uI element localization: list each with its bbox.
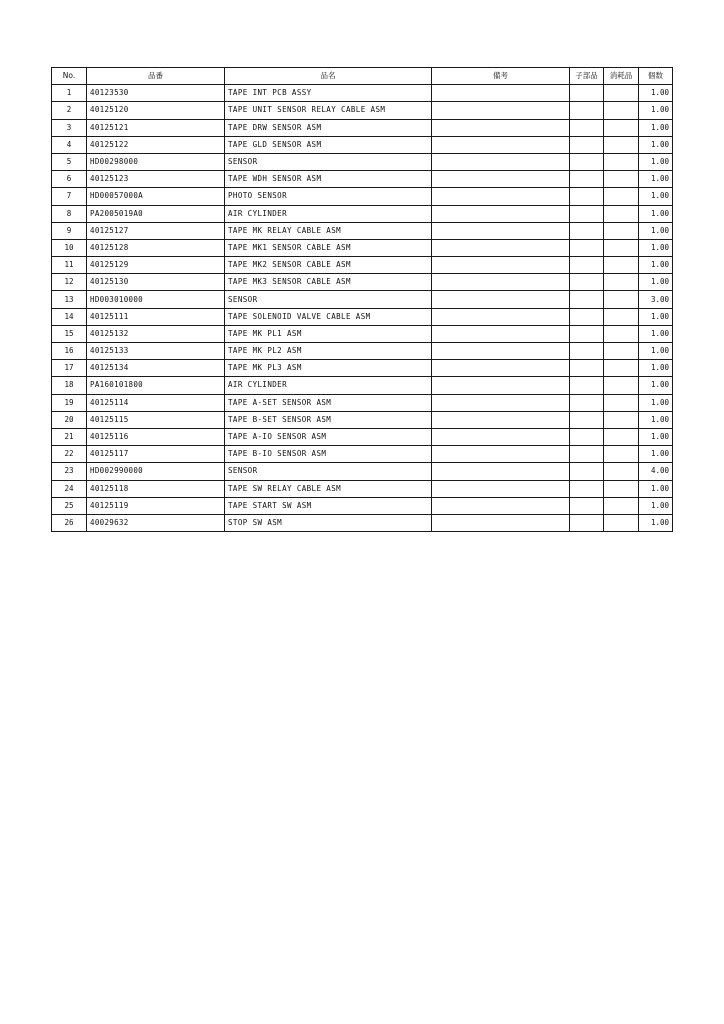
row-name: SENSOR bbox=[225, 291, 432, 308]
row-name: PHOTO SENSOR bbox=[225, 188, 432, 205]
table-row bbox=[52, 188, 673, 205]
row-part-no: 40125130 bbox=[87, 274, 225, 291]
table-row bbox=[52, 102, 673, 119]
row-qty: 1.00 bbox=[639, 222, 673, 239]
row-consumable bbox=[604, 343, 639, 360]
row-remarks bbox=[432, 171, 570, 188]
row-qty: 1.00 bbox=[639, 102, 673, 119]
row-consumable bbox=[604, 188, 639, 205]
row-name: SENSOR bbox=[225, 463, 432, 480]
row-qty: 1.00 bbox=[639, 239, 673, 256]
row-qty: 1.00 bbox=[639, 360, 673, 377]
row-name: TAPE START SW ASM bbox=[225, 497, 432, 514]
row-consumable bbox=[604, 377, 639, 394]
row-part-no: HD00298000 bbox=[87, 153, 225, 170]
row-sub-part bbox=[570, 428, 604, 445]
row-name: TAPE B-SET SENSOR ASM bbox=[225, 411, 432, 428]
row-no: 8 bbox=[52, 205, 87, 222]
row-part-no: 40029632 bbox=[87, 514, 225, 531]
row-name: TAPE MK PL2 ASM bbox=[225, 343, 432, 360]
row-remarks bbox=[432, 222, 570, 239]
row-sub-part bbox=[570, 497, 604, 514]
row-sub-part bbox=[570, 274, 604, 291]
row-name: TAPE B-IO SENSOR ASM bbox=[225, 446, 432, 463]
row-no: 25 bbox=[52, 497, 87, 514]
row-remarks bbox=[432, 343, 570, 360]
row-remarks bbox=[432, 514, 570, 531]
row-sub-part bbox=[570, 136, 604, 153]
row-sub-part bbox=[570, 446, 604, 463]
table-row bbox=[52, 514, 673, 531]
row-consumable bbox=[604, 497, 639, 514]
row-remarks bbox=[432, 463, 570, 480]
row-part-no: 40125118 bbox=[87, 480, 225, 497]
row-qty: 1.00 bbox=[639, 394, 673, 411]
row-qty: 1.00 bbox=[639, 85, 673, 102]
row-part-no: 40125111 bbox=[87, 308, 225, 325]
table-row bbox=[52, 428, 673, 445]
row-name: TAPE INT PCB ASSY bbox=[225, 85, 432, 102]
row-remarks bbox=[432, 274, 570, 291]
row-consumable bbox=[604, 291, 639, 308]
table-row bbox=[52, 360, 673, 377]
row-part-no: HD002990000 bbox=[87, 463, 225, 480]
row-consumable bbox=[604, 119, 639, 136]
row-part-no: 40125116 bbox=[87, 428, 225, 445]
row-name: TAPE DRW SENSOR ASM bbox=[225, 119, 432, 136]
row-sub-part bbox=[570, 514, 604, 531]
row-no: 17 bbox=[52, 360, 87, 377]
row-part-no: HD00057000A bbox=[87, 188, 225, 205]
row-consumable bbox=[604, 446, 639, 463]
row-no: 20 bbox=[52, 411, 87, 428]
row-name: TAPE MK3 SENSOR CABLE ASM bbox=[225, 274, 432, 291]
row-remarks bbox=[432, 102, 570, 119]
row-consumable bbox=[604, 153, 639, 170]
row-part-no: HD003010000 bbox=[87, 291, 225, 308]
row-qty: 1.00 bbox=[639, 188, 673, 205]
row-sub-part bbox=[570, 102, 604, 119]
row-qty: 1.00 bbox=[639, 446, 673, 463]
row-consumable bbox=[604, 239, 639, 256]
row-remarks bbox=[432, 428, 570, 445]
table-row bbox=[52, 480, 673, 497]
row-part-no: 40125120 bbox=[87, 102, 225, 119]
row-name: TAPE A-IO SENSOR ASM bbox=[225, 428, 432, 445]
row-remarks bbox=[432, 497, 570, 514]
table-row bbox=[52, 343, 673, 360]
header-part-no: 品番 bbox=[87, 68, 225, 85]
row-part-no: 40125128 bbox=[87, 239, 225, 256]
table-row bbox=[52, 153, 673, 170]
row-part-no: 40125132 bbox=[87, 325, 225, 342]
row-no: 12 bbox=[52, 274, 87, 291]
row-qty: 1.00 bbox=[639, 480, 673, 497]
row-part-no: 40125121 bbox=[87, 119, 225, 136]
row-qty: 1.00 bbox=[639, 136, 673, 153]
row-remarks bbox=[432, 257, 570, 274]
row-qty: 1.00 bbox=[639, 308, 673, 325]
table-row bbox=[52, 119, 673, 136]
row-no: 5 bbox=[52, 153, 87, 170]
row-name: TAPE MK1 SENSOR CABLE ASM bbox=[225, 239, 432, 256]
row-sub-part bbox=[570, 257, 604, 274]
row-remarks bbox=[432, 394, 570, 411]
row-qty: 1.00 bbox=[639, 274, 673, 291]
row-remarks bbox=[432, 291, 570, 308]
row-no: 15 bbox=[52, 325, 87, 342]
row-part-no: 40125115 bbox=[87, 411, 225, 428]
row-no: 2 bbox=[52, 102, 87, 119]
row-qty: 1.00 bbox=[639, 119, 673, 136]
row-part-no: 40123530 bbox=[87, 85, 225, 102]
row-consumable bbox=[604, 136, 639, 153]
row-remarks bbox=[432, 325, 570, 342]
row-part-no: 40125119 bbox=[87, 497, 225, 514]
table-row bbox=[52, 325, 673, 342]
table-row bbox=[52, 171, 673, 188]
row-remarks bbox=[432, 480, 570, 497]
row-name: TAPE MK RELAY CABLE ASM bbox=[225, 222, 432, 239]
row-name: AIR CYLINDER bbox=[225, 205, 432, 222]
row-consumable bbox=[604, 257, 639, 274]
row-remarks bbox=[432, 360, 570, 377]
row-consumable bbox=[604, 171, 639, 188]
row-part-no: PA160101800 bbox=[87, 377, 225, 394]
row-consumable bbox=[604, 394, 639, 411]
table-row bbox=[52, 136, 673, 153]
row-qty: 1.00 bbox=[639, 497, 673, 514]
row-no: 9 bbox=[52, 222, 87, 239]
row-sub-part bbox=[570, 222, 604, 239]
row-no: 16 bbox=[52, 343, 87, 360]
row-sub-part bbox=[570, 480, 604, 497]
row-qty: 1.00 bbox=[639, 343, 673, 360]
table-row bbox=[52, 463, 673, 480]
table-body bbox=[52, 85, 673, 532]
row-name: TAPE WDH SENSOR ASM bbox=[225, 171, 432, 188]
row-name: TAPE MK PL3 ASM bbox=[225, 360, 432, 377]
header-consumable: 消耗品 bbox=[604, 68, 639, 85]
row-consumable bbox=[604, 274, 639, 291]
header-name: 品名 bbox=[225, 68, 432, 85]
table-row bbox=[52, 446, 673, 463]
row-name: STOP SW ASM bbox=[225, 514, 432, 531]
row-no: 1 bbox=[52, 85, 87, 102]
row-no: 21 bbox=[52, 428, 87, 445]
row-sub-part bbox=[570, 325, 604, 342]
row-consumable bbox=[604, 463, 639, 480]
row-qty: 1.00 bbox=[639, 377, 673, 394]
row-no: 14 bbox=[52, 308, 87, 325]
row-qty: 1.00 bbox=[639, 171, 673, 188]
row-consumable bbox=[604, 325, 639, 342]
row-no: 23 bbox=[52, 463, 87, 480]
parts-list-table bbox=[51, 67, 673, 532]
row-no: 11 bbox=[52, 257, 87, 274]
row-qty: 1.00 bbox=[639, 205, 673, 222]
row-consumable bbox=[604, 205, 639, 222]
table-row bbox=[52, 411, 673, 428]
row-qty: 1.00 bbox=[639, 514, 673, 531]
row-part-no: 40125133 bbox=[87, 343, 225, 360]
row-qty: 1.00 bbox=[639, 325, 673, 342]
table-row bbox=[52, 497, 673, 514]
row-no: 4 bbox=[52, 136, 87, 153]
header-qty: 個数 bbox=[639, 68, 673, 85]
header-remarks: 備考 bbox=[432, 68, 570, 85]
row-remarks bbox=[432, 446, 570, 463]
row-sub-part bbox=[570, 394, 604, 411]
row-part-no: 40125134 bbox=[87, 360, 225, 377]
row-consumable bbox=[604, 85, 639, 102]
row-sub-part bbox=[570, 119, 604, 136]
row-part-no: 40125114 bbox=[87, 394, 225, 411]
row-no: 10 bbox=[52, 239, 87, 256]
row-consumable bbox=[604, 480, 639, 497]
row-name: TAPE MK PL1 ASM bbox=[225, 325, 432, 342]
row-sub-part bbox=[570, 343, 604, 360]
row-name: TAPE SOLENOID VALVE CABLE ASM bbox=[225, 308, 432, 325]
row-part-no: 40125129 bbox=[87, 257, 225, 274]
row-name: SENSOR bbox=[225, 153, 432, 170]
row-part-no: 40125123 bbox=[87, 171, 225, 188]
row-consumable bbox=[604, 514, 639, 531]
row-sub-part bbox=[570, 153, 604, 170]
row-no: 26 bbox=[52, 514, 87, 531]
table-row bbox=[52, 239, 673, 256]
row-remarks bbox=[432, 308, 570, 325]
row-no: 3 bbox=[52, 119, 87, 136]
row-part-no: 40125127 bbox=[87, 222, 225, 239]
row-remarks bbox=[432, 153, 570, 170]
row-qty: 1.00 bbox=[639, 153, 673, 170]
row-no: 24 bbox=[52, 480, 87, 497]
row-no: 22 bbox=[52, 446, 87, 463]
row-name: TAPE UNIT SENSOR RELAY CABLE ASM bbox=[225, 102, 432, 119]
row-sub-part bbox=[570, 411, 604, 428]
row-no: 7 bbox=[52, 188, 87, 205]
header-no: No. bbox=[52, 68, 87, 85]
table-row bbox=[52, 377, 673, 394]
row-remarks bbox=[432, 239, 570, 256]
row-qty: 3.00 bbox=[639, 291, 673, 308]
row-consumable bbox=[604, 411, 639, 428]
row-remarks bbox=[432, 205, 570, 222]
row-no: 6 bbox=[52, 171, 87, 188]
row-name: TAPE MK2 SENSOR CABLE ASM bbox=[225, 257, 432, 274]
row-consumable bbox=[604, 360, 639, 377]
row-sub-part bbox=[570, 308, 604, 325]
row-consumable bbox=[604, 102, 639, 119]
row-qty: 4.00 bbox=[639, 463, 673, 480]
row-remarks bbox=[432, 119, 570, 136]
row-part-no: 40125117 bbox=[87, 446, 225, 463]
row-consumable bbox=[604, 222, 639, 239]
table-row bbox=[52, 257, 673, 274]
row-remarks bbox=[432, 377, 570, 394]
row-sub-part bbox=[570, 463, 604, 480]
row-sub-part bbox=[570, 85, 604, 102]
table-row bbox=[52, 85, 673, 102]
row-sub-part bbox=[570, 188, 604, 205]
row-remarks bbox=[432, 136, 570, 153]
table-row bbox=[52, 222, 673, 239]
row-qty: 1.00 bbox=[639, 411, 673, 428]
row-name: TAPE SW RELAY CABLE ASM bbox=[225, 480, 432, 497]
table-row bbox=[52, 274, 673, 291]
row-sub-part bbox=[570, 239, 604, 256]
row-no: 19 bbox=[52, 394, 87, 411]
row-consumable bbox=[604, 428, 639, 445]
row-no: 18 bbox=[52, 377, 87, 394]
row-name: TAPE GLD SENSOR ASM bbox=[225, 136, 432, 153]
row-sub-part bbox=[570, 377, 604, 394]
row-name: AIR CYLINDER bbox=[225, 377, 432, 394]
row-name: TAPE A-SET SENSOR ASM bbox=[225, 394, 432, 411]
row-consumable bbox=[604, 308, 639, 325]
row-remarks bbox=[432, 188, 570, 205]
row-sub-part bbox=[570, 360, 604, 377]
table-row bbox=[52, 308, 673, 325]
row-part-no: 40125122 bbox=[87, 136, 225, 153]
row-sub-part bbox=[570, 205, 604, 222]
row-qty: 1.00 bbox=[639, 257, 673, 274]
row-sub-part bbox=[570, 291, 604, 308]
row-sub-part bbox=[570, 171, 604, 188]
row-remarks bbox=[432, 411, 570, 428]
row-part-no: PA2005019A0 bbox=[87, 205, 225, 222]
row-remarks bbox=[432, 85, 570, 102]
row-qty: 1.00 bbox=[639, 428, 673, 445]
table-row bbox=[52, 394, 673, 411]
table-row bbox=[52, 205, 673, 222]
row-no: 13 bbox=[52, 291, 87, 308]
table-header-row bbox=[52, 68, 673, 85]
table-row bbox=[52, 291, 673, 308]
header-sub-part: 子部品 bbox=[570, 68, 604, 85]
